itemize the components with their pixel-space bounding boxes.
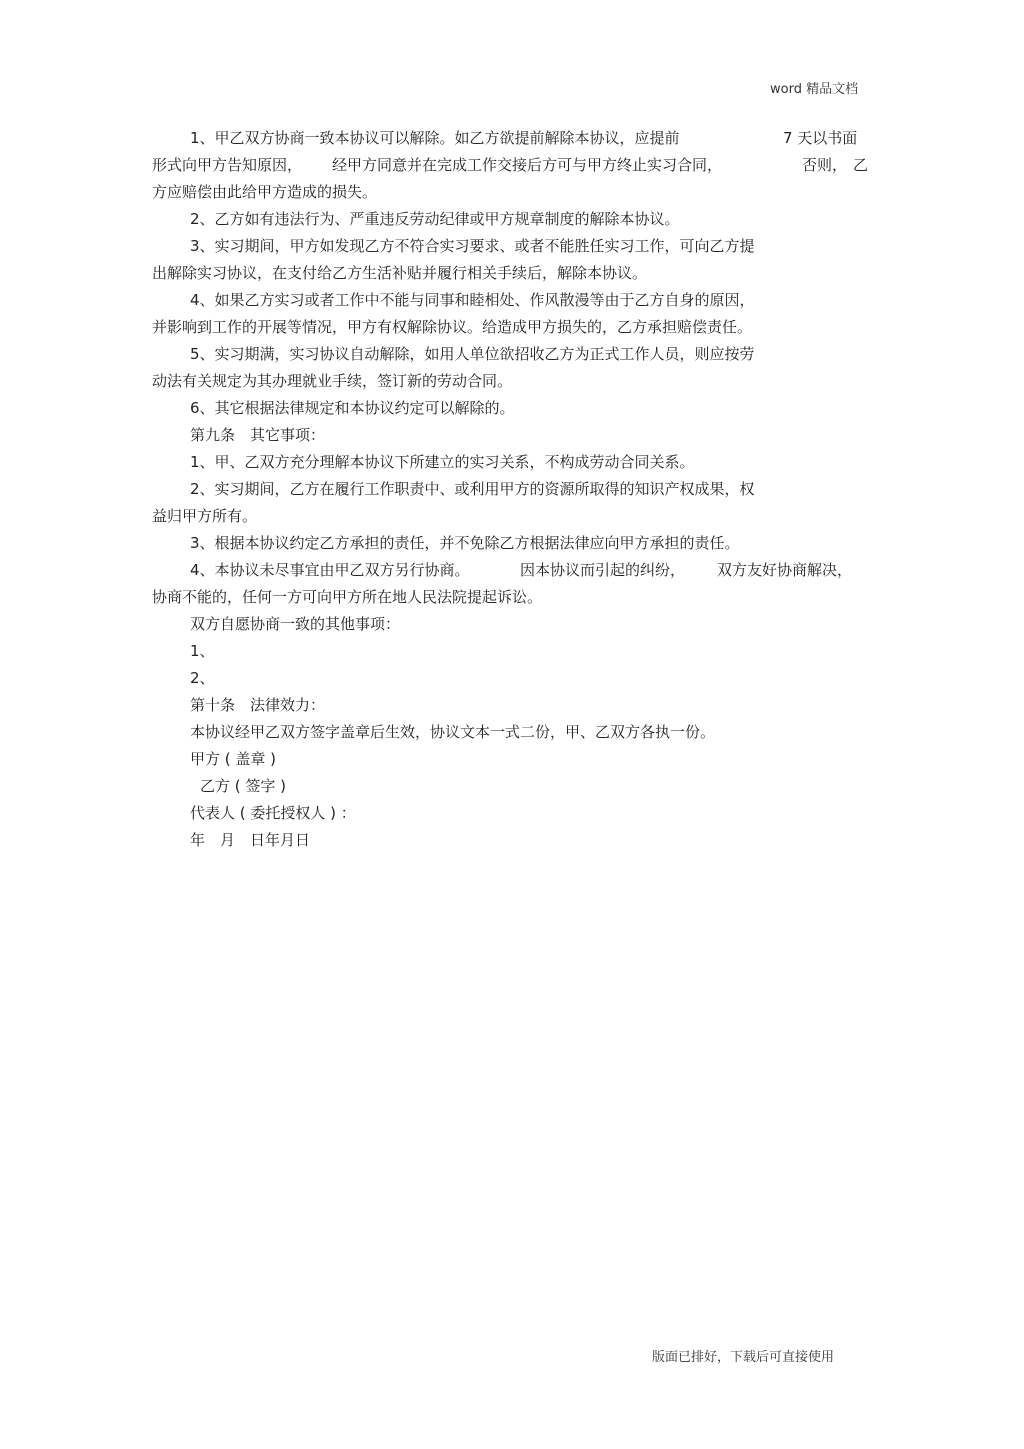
other-matters-item-1: 1、 — [190, 642, 215, 660]
para-4-line-2: 并影响到工作的开展等情况，甲方有权解除协议。给造成甲方损失的，乙方承担赔偿责任。 — [152, 318, 753, 336]
article-9-item-2-line-1: 2、实习期间，乙方在履行工作职责中、或利用甲方的资源所取得的知识产权成果，权 — [190, 480, 755, 498]
para-5-line-1: 5、实习期满，实习协议自动解除，如用人单位欲招收乙方为正式工作人员，则应按劳 — [190, 345, 755, 363]
para-5-line-2: 动法有关规定为其办理就业手续，签订新的劳动合同。 — [152, 372, 513, 390]
para-1-line-3: 方应赔偿由此给甲方造成的损失。 — [152, 183, 378, 201]
page-footer: 版面已排好，下载后可直接使用 — [652, 1350, 835, 1365]
text-segment: 形式向甲方告知原因， — [152, 156, 303, 174]
para-3-line-1: 3、实习期间，甲方如发现乙方不符合实习要求、或者不能胜任实习工作，可向乙方提 — [190, 237, 755, 255]
para-2-line-1: 2、乙方如有违法行为、严重违反劳动纪律或甲方规章制度的解除本协议。 — [190, 210, 680, 228]
text-segment: 否则， — [802, 156, 848, 174]
page-header: word 精品文档 — [770, 82, 859, 97]
article-9-item-4-line-2: 协商不能的，任何一方可向甲方所在地人民法院提起诉讼。 — [152, 588, 543, 606]
text-segment: 因本协议而引起的纠纷， — [520, 561, 686, 579]
other-matters-heading: 双方自愿协商一致的其他事项： — [190, 615, 401, 633]
para-3-line-2: 出解除实习协议，在支付给乙方生活补贴并履行相关手续后，解除本协议。 — [152, 264, 648, 282]
text-segment: 乙 — [853, 156, 869, 174]
text-segment: 经甲方同意并在完成工作交接后方可与甲方终止实习合同， — [332, 156, 723, 174]
representative-line: 代表人 ( 委托授权人 ) ： — [190, 804, 356, 822]
article-9-item-3: 3、根据本协议约定乙方承担的责任，并不免除乙方根据法律应向甲方承担的责任。 — [190, 534, 740, 552]
article-10-heading: 第十条 法律效力： — [190, 696, 326, 714]
text-segment: 4、本协议未尽事宜由甲乙双方另行协商。 — [190, 561, 470, 579]
date-line: 年 月 日年月日 — [190, 831, 311, 849]
article-9-item-2-line-2: 益归甲方所有。 — [152, 507, 258, 525]
article-10-text: 本协议经甲乙双方签字盖章后生效，协议文本一式二份，甲、乙双方各执一份。 — [190, 723, 716, 741]
party-b-signature: 乙方 ( 签字 ) — [200, 777, 287, 795]
other-matters-item-2: 2、 — [190, 669, 215, 687]
text-segment: 1、甲乙双方协商一致本协议可以解除。如乙方欲提前解除本协议，应提前 — [190, 129, 680, 147]
text-segment: 双方友好协商解决， — [717, 561, 853, 579]
article-9-item-1: 1、甲、乙双方充分理解本协议下所建立的实习关系，不构成劳动合同关系。 — [190, 453, 695, 471]
para-6-line-1: 6、其它根据法律规定和本协议约定可以解除的。 — [190, 399, 515, 417]
text-segment: 7 天以书面 — [783, 129, 858, 147]
article-9-heading: 第九条 其它事项： — [190, 426, 326, 444]
party-a-seal: 甲方 ( 盖章 ) — [190, 750, 277, 768]
para-4-line-1: 4、如果乙方实习或者工作中不能与同事和睦相处、作风散漫等由于乙方自身的原因， — [190, 291, 755, 309]
